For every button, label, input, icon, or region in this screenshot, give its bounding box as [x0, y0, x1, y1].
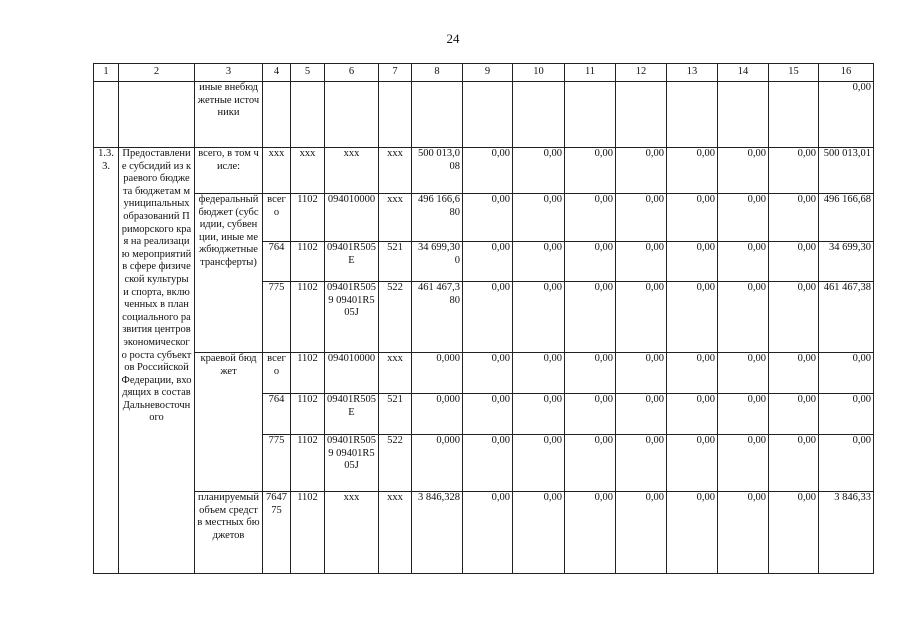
code-cell: 1102 — [291, 492, 325, 574]
value-cell: 0,00 — [565, 194, 616, 242]
header-cell: 5 — [291, 64, 325, 82]
code-cell: ххх — [379, 353, 412, 394]
table-row — [94, 148, 874, 194]
value-cell: 0,00 — [513, 435, 565, 492]
source-label: всего, в том числе: — [195, 148, 263, 194]
code-cell: 764775 — [263, 492, 291, 574]
value-cell: 0,00 — [769, 353, 819, 394]
value-cell: 0,00 — [565, 148, 616, 194]
value-cell: 0,00 — [769, 242, 819, 282]
value-cell: 500 013,01 — [819, 148, 874, 194]
value-cell: 0,00 — [463, 242, 513, 282]
value-cell: 0,00 — [667, 148, 718, 194]
header-row — [94, 64, 874, 82]
value-cell: 0,00 — [616, 492, 667, 574]
amount-cell: 0,000 — [412, 394, 463, 435]
code-cell: 09401R5059 09401R505J — [325, 282, 379, 353]
value-cell: 0,00 — [463, 492, 513, 574]
table-row — [94, 194, 874, 242]
code-cell: 521 — [379, 394, 412, 435]
code-cell: ххх — [379, 194, 412, 242]
value-cell: 461 467,38 — [819, 282, 874, 353]
value-cell: 0,00 — [616, 282, 667, 353]
header-cell: 8 — [412, 64, 463, 82]
value-cell: 0,00 — [616, 194, 667, 242]
item-description: Предоставление субсидий из краевого бюджета бюджетам муниципальных образований Приморского края на реализацию мероприятий в сфере физической культуры и спорта, включенных в план социального развития центров экономического роста субъектов Российской Федерации, входящих в состав Дальневосточного — [119, 148, 195, 574]
code-cell: 1102 — [291, 353, 325, 394]
value-cell: 0,00 — [565, 492, 616, 574]
code-cell: 775 — [263, 282, 291, 353]
value-cell: 0,00 — [667, 394, 718, 435]
value-cell: 0,00 — [667, 282, 718, 353]
code-cell: ххх — [325, 492, 379, 574]
value-cell: 0,00 — [463, 194, 513, 242]
value-cell: 0,00 — [513, 394, 565, 435]
amount-cell: 461 467,380 — [412, 282, 463, 353]
budget-table — [93, 63, 874, 574]
value-cell: 0,00 — [565, 242, 616, 282]
source-label: иные внебюджетные источники — [195, 82, 263, 148]
value-cell: 0,00 — [769, 435, 819, 492]
value-cell: 0,00 — [718, 148, 769, 194]
code-cell: 522 — [379, 282, 412, 353]
value-cell: 0,00 — [513, 148, 565, 194]
code-cell: 1102 — [291, 282, 325, 353]
header-cell: 16 — [819, 64, 874, 82]
code-cell: 521 — [379, 242, 412, 282]
code-cell: 094010000 — [325, 353, 379, 394]
amount-cell: 34 699,300 — [412, 242, 463, 282]
header-cell: 6 — [325, 64, 379, 82]
value-cell: 0,00 — [718, 282, 769, 353]
value-cell: 0,00 — [565, 353, 616, 394]
code-cell: всего — [263, 353, 291, 394]
amount-cell: 496 166,680 — [412, 194, 463, 242]
value-cell: 0,00 — [463, 282, 513, 353]
value-cell: 0,00 — [769, 282, 819, 353]
header-cell: 4 — [263, 64, 291, 82]
value-cell: 0,00 — [769, 194, 819, 242]
source-label: планируемый объем средств местных бюджетов — [195, 492, 263, 574]
value-cell: 0,00 — [819, 353, 874, 394]
value-cell: 34 699,30 — [819, 242, 874, 282]
table-row — [94, 82, 874, 148]
code-cell: 1102 — [291, 242, 325, 282]
value-cell: 0,00 — [667, 194, 718, 242]
value-cell: 0,00 — [769, 394, 819, 435]
value-cell: 0,00 — [565, 394, 616, 435]
value-cell: 0,00 — [718, 435, 769, 492]
value-cell: 0,00 — [718, 242, 769, 282]
value-cell: 0,00 — [513, 353, 565, 394]
code-cell: 1102 — [291, 435, 325, 492]
code-cell: ххх — [379, 492, 412, 574]
value-cell: 3 846,33 — [819, 492, 874, 574]
value-cell: 496 166,68 — [819, 194, 874, 242]
value-cell: 0,00 — [513, 242, 565, 282]
value-cell: 0,00 — [616, 148, 667, 194]
value-cell: 0,00 — [513, 282, 565, 353]
value-cell: 0,00 — [667, 492, 718, 574]
header-cell: 15 — [769, 64, 819, 82]
code-cell: всего — [263, 194, 291, 242]
code-cell: ххх — [291, 148, 325, 194]
value-cell: 0,00 — [513, 194, 565, 242]
code-cell: 764 — [263, 242, 291, 282]
table-row — [94, 353, 874, 394]
amount-cell: 3 846,328 — [412, 492, 463, 574]
code-cell: 09401R5059 09401R505J — [325, 435, 379, 492]
value-cell: 0,00 — [565, 435, 616, 492]
value-cell: 0,00 — [463, 435, 513, 492]
amount-cell: 0,000 — [412, 435, 463, 492]
value-cell: 0,00 — [463, 394, 513, 435]
value-cell: 0,00 — [769, 148, 819, 194]
source-label: федеральный бюджет (субсидии, субвенции, иные межбюджетные трансферты) — [195, 194, 263, 353]
value-cell: 0,00 — [718, 194, 769, 242]
code-cell: 775 — [263, 435, 291, 492]
value-cell: 0,00 — [667, 242, 718, 282]
value-cell: 0,00 — [667, 435, 718, 492]
value-cell: 0,00 — [616, 394, 667, 435]
value-cell: 0,00 — [616, 435, 667, 492]
value-cell: 0,00 — [565, 282, 616, 353]
header-cell: 12 — [616, 64, 667, 82]
source-label: краевой бюджет — [195, 353, 263, 492]
table-row — [94, 492, 874, 574]
value-cell: 0,00 — [616, 242, 667, 282]
code-cell: 09401R505E — [325, 394, 379, 435]
header-cell: 3 — [195, 64, 263, 82]
value-cell: 0,00 — [819, 394, 874, 435]
code-cell: 09401R505E — [325, 242, 379, 282]
header-cell: 7 — [379, 64, 412, 82]
value-cell: 0,00 — [819, 82, 874, 148]
code-cell: 764 — [263, 394, 291, 435]
value-cell: 0,00 — [463, 148, 513, 194]
code-cell: 094010000 — [325, 194, 379, 242]
amount-cell: 500 013,008 — [412, 148, 463, 194]
code-cell: 522 — [379, 435, 412, 492]
value-cell: 0,00 — [513, 492, 565, 574]
header-cell: 9 — [463, 64, 513, 82]
code-cell: ххх — [263, 148, 291, 194]
code-cell: ххх — [325, 148, 379, 194]
header-cell: 2 — [119, 64, 195, 82]
header-cell: 10 — [513, 64, 565, 82]
code-cell: 1102 — [291, 394, 325, 435]
header-cell: 13 — [667, 64, 718, 82]
code-cell: ххх — [379, 148, 412, 194]
amount-cell: 0,000 — [412, 353, 463, 394]
header-cell: 11 — [565, 64, 616, 82]
page-number: 24 — [446, 31, 460, 46]
value-cell: 0,00 — [616, 353, 667, 394]
value-cell: 0,00 — [718, 353, 769, 394]
value-cell: 0,00 — [718, 394, 769, 435]
value-cell: 0,00 — [463, 353, 513, 394]
value-cell: 0,00 — [819, 435, 874, 492]
header-cell: 1 — [94, 64, 119, 82]
code-cell: 1102 — [291, 194, 325, 242]
value-cell: 0,00 — [718, 492, 769, 574]
value-cell: 0,00 — [769, 492, 819, 574]
header-cell: 14 — [718, 64, 769, 82]
item-number: 1.3.3. — [94, 148, 119, 574]
value-cell: 0,00 — [667, 353, 718, 394]
